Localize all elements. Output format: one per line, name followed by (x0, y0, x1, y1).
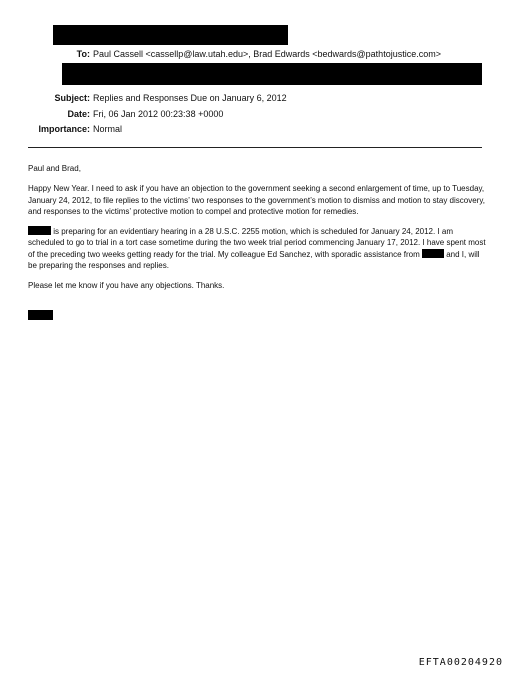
to-value: Paul Cassell <cassellp@law.utah.edu>, Brad Edwards <bedwards@pathtojustice.com> (93, 49, 441, 59)
redacted-name (28, 226, 51, 235)
document-id: EFTA00204920 (418, 657, 503, 668)
subject-label: Subject: (54, 93, 90, 103)
paragraph-3: Please let me know if you have any objections. Thanks. (28, 281, 225, 291)
date-value: Fri, 06 Jan 2012 00:23:38 +0000 (93, 109, 224, 119)
header-divider (28, 147, 482, 148)
email-body (28, 163, 488, 301)
paragraph-2-text-a: is preparing for an evidentiary hearing in a 28 U.S.C. 2255 motion, which is scheduled for January 24, 2012. I am scheduled to go to trial in a tort case sometime during the two week trial period commencing January 17, 2012. I have spent most of the preceding two weeks getting ready for the trial. My colleague Ed Sanchez, with sporadic assistance from (28, 227, 486, 259)
greeting: Paul and Brad, (28, 164, 81, 173)
subject-value: Replies and Responses Due on January 6, 2012 (93, 93, 287, 103)
importance-value: Normal (93, 124, 123, 134)
paragraph-1: Happy New Year. I need to ask if you have an objection to the government seeking a second enlargement of time, up to Tuesday, January 24, 2012, to file replies to the victims’ two responses to the government’s motion to dismiss and motion to stay discovery, and responses to the victims’ protective motion to compel and protective motion for remedies. (28, 184, 485, 216)
paragraph-2 (28, 226, 488, 271)
to-label: To: (76, 49, 90, 59)
email-header (0, 0, 512, 140)
importance-label: Importance: (38, 124, 90, 134)
redacted-name (422, 249, 444, 258)
date-label: Date: (67, 109, 90, 119)
redacted-signature (28, 310, 53, 320)
paragraph-2-text-b: and I, will be preparing the responses and replies. (28, 249, 480, 271)
